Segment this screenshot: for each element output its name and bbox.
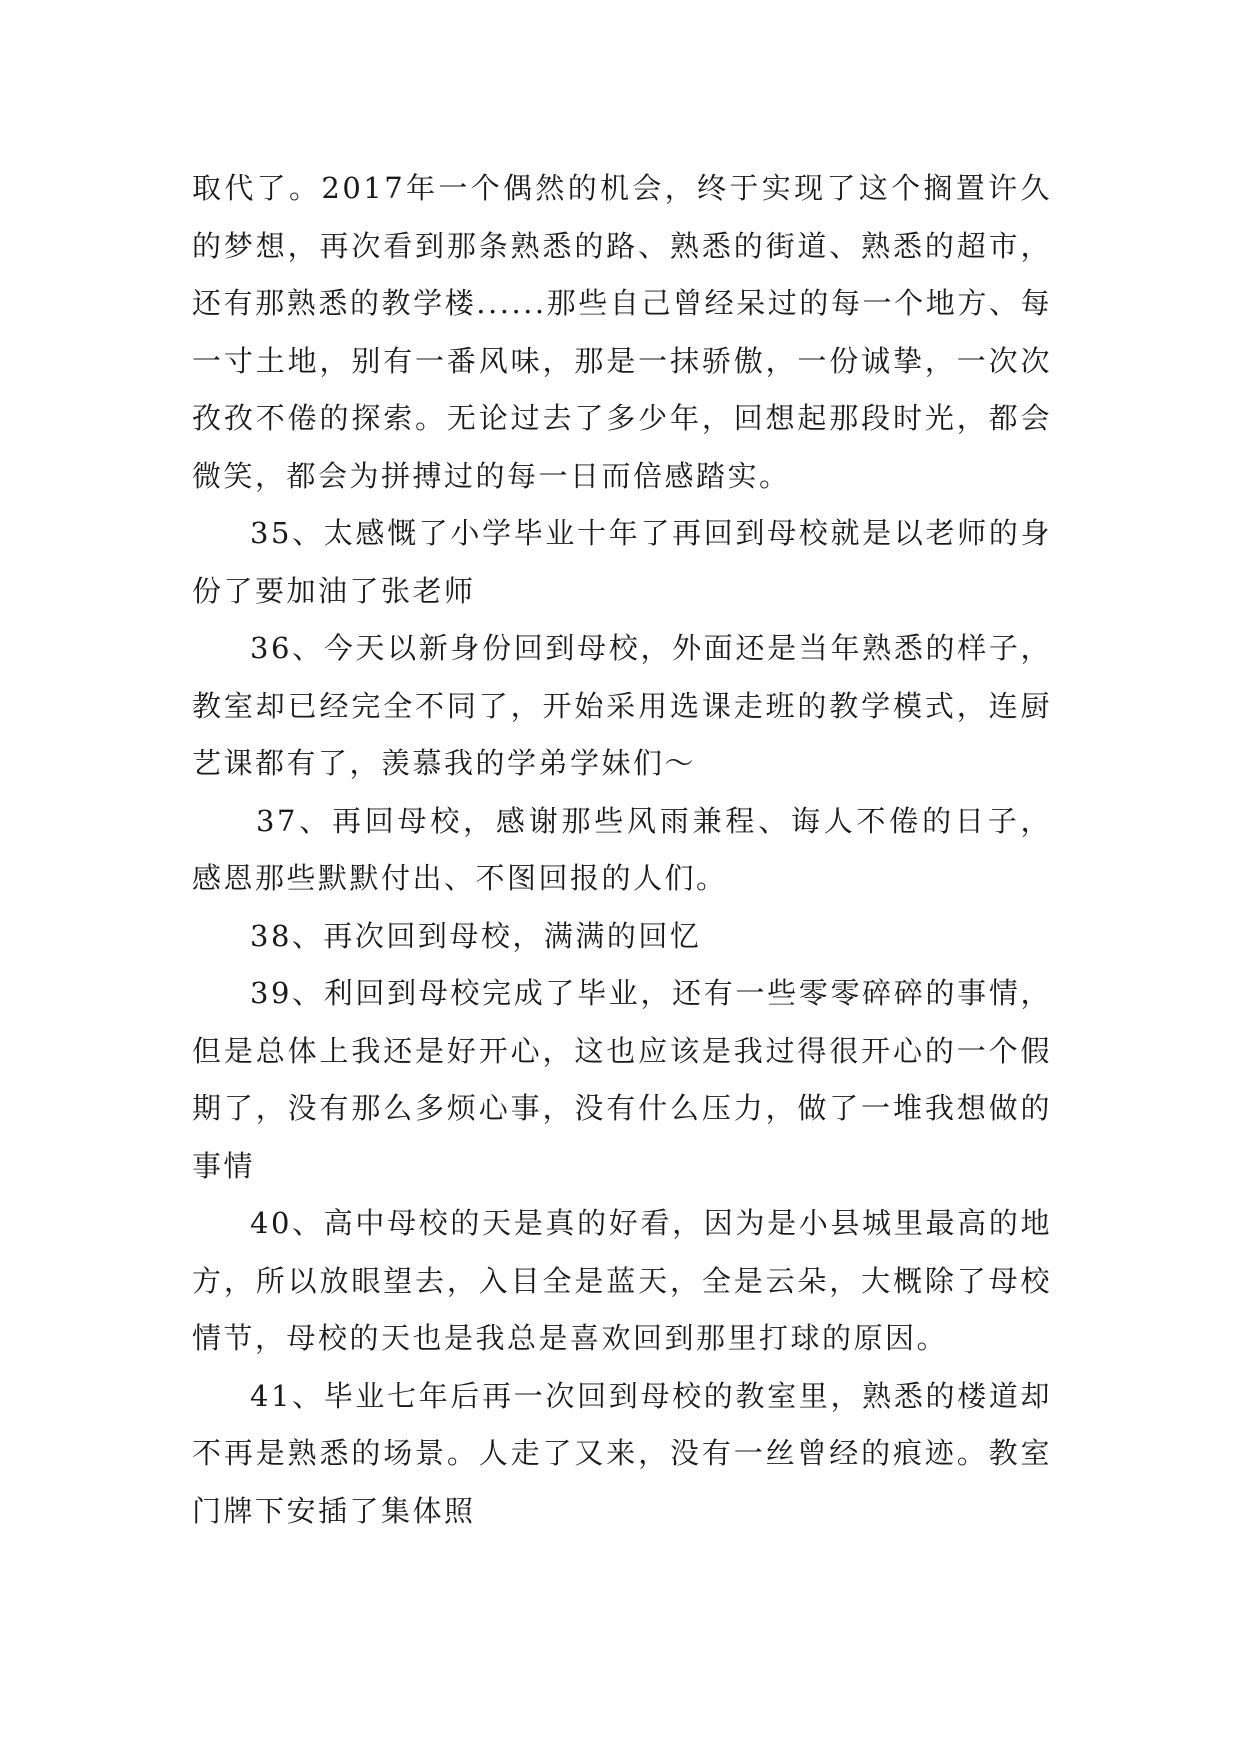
paragraph-item-36: 36、今天以新身份回到母校，外面还是当年熟悉的样子，教室却已经完全不同了，开始采用选课走班的教学模式，连厨艺课都有了，羡慕我的学弟学妹们～: [192, 631, 1052, 780]
paragraph-continuation: 取代了。2017年一个偶然的机会，终于实现了这个搁置许久的梦想，再次看到那条熟悉的路、熟悉的街道、熟悉的超市，还有那熟悉的教学楼......那些自己曾经呆过的每一个地方、每一寸土地，别有一番风味，那是一抹骄傲，一份诚挚，一次次孜孜不倦的探索。无论过去了多少年，回想起那段时光，都会微笑，都会为拼搏过的每一日而倍感踏实。: [192, 171, 1052, 493]
paragraph-item-38: 38、再次回到母校，满满的回忆: [250, 918, 702, 953]
paragraph-item-41: 41、毕业七年后再一次回到母校的教室里，熟悉的楼道却不再是熟悉的场景。人走了又来，没有一丝曾经的痕迹。教室门牌下安插了集体照: [192, 1378, 1052, 1528]
paragraph-item-37: 37、再回母校，感谢那些风雨兼程、诲人不倦的日子，感恩那些默默付出、不图回报的人们。: [192, 803, 1052, 895]
paragraph-item-39: 39、利回到母校完成了毕业，还有一些零零碎碎的事情，但是总体上我还是好开心，这也应该是我过得很开心的一个假期了，没有那么多烦心事，没有什么压力，做了一堆我想做的事情: [192, 976, 1052, 1183]
document-body: [192, 160, 1052, 1540]
paragraph-item-40: 40、高中母校的天是真的好看，因为是小县城里最高的地方，所以放眼望去，入目全是蓝天，全是云朵，大概除了母校情节，母校的天也是我总是喜欢回到那里打球的原因。: [192, 1206, 1052, 1355]
paragraph-item-35: 35、太感慨了小学毕业十年了再回到母校就是以老师的身份了要加油了张老师: [192, 516, 1052, 608]
